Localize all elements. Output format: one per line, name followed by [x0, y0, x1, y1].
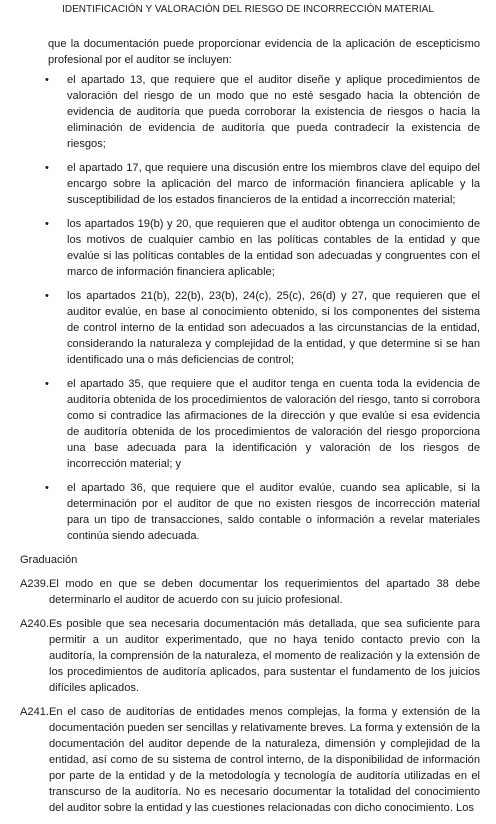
- bullet-text: el apartado 13, que requiere que el auditor diseñe y aplique procedimientos de valoración del riesgo de un modo que no esté sesgado hacia la obtención de evidencia de auditoría que pueda corroborar la existencia de riesgos o hacia la eliminación de evidencia de auditoría que pueda contradecir la existencia de riesgos;: [67, 74, 480, 150]
- numbered-paragraph-a241: [20, 704, 480, 816]
- paragraph-text: En el caso de auditorías de entidades menos complejas, la forma y extensión de la documentación pueden ser sencillas y relativamente breves. La forma y extensión de la documentación del auditor depende de la naturaleza, dimensión y complejidad de la entidad, así como de su sistema de control interno, de la disponibilidad de información por parte de la entidad y de la metodología y tecnología de auditoría utilizadas en el transcurso de la auditoría. No es necesario documentar la totalidad del conocimiento del auditor sobre la entidad y las cuestiones relacionadas con dicho conocimiento. Los: [49, 706, 480, 814]
- list-item: [45, 72, 480, 152]
- bullet-text: el apartado 35, que requiere que el auditor tenga en cuenta toda la evidencia de auditoría obtenida de los procedimientos de valoración del riesgo, tanto si corrobora como si contradice las afirmaciones de la dirección y que evalúe si esa evidencia de auditoría obtenida de los procedimientos de valoración del riesgo proporciona una base adecuada para la identificación y valoración de los riesgos de incorrección material; y: [67, 378, 480, 470]
- list-item: [45, 480, 480, 544]
- list-item: [45, 288, 480, 368]
- bullet-icon: •: [45, 218, 49, 230]
- list-item: [45, 160, 480, 208]
- paragraph-text: El modo en que se deben documentar los requerimientos del apartado 38 debe determinarlo el auditor de acuerdo con su juicio profesional.: [49, 578, 480, 606]
- bullet-text: los apartados 19(b) y 20, que requieren que el auditor obtenga un conocimiento de los motivos de cualquier cambio en las políticas contables de la entidad y que evalúe si las políticas contables de la entidad son adecuadas y congruentes con el marco de información financiera aplicable;: [67, 218, 480, 278]
- bullet-icon: •: [45, 290, 49, 302]
- bullet-list: [20, 72, 480, 544]
- bullet-icon: •: [45, 74, 49, 86]
- numbered-paragraph-a239: [20, 576, 480, 608]
- paragraph-number: A241.: [20, 706, 49, 718]
- bullet-icon: •: [45, 162, 49, 174]
- bullet-text: el apartado 17, que requiere una discusión entre los miembros clave del equipo del encargo sobre la aplicación del marco de información financiera aplicable y la susceptibilidad de los estados financieros de la entidad a incorrección material;: [67, 162, 480, 206]
- paragraph-number: A239.: [20, 578, 49, 590]
- bullet-icon: •: [45, 378, 49, 390]
- bullet-icon: •: [45, 482, 49, 494]
- section-heading: Graduación: [20, 554, 78, 566]
- numbered-paragraph-a240: [20, 616, 480, 696]
- document-body: [20, 36, 480, 824]
- paragraph-number: A240.: [20, 618, 49, 630]
- intro-paragraph: que la documentación puede proporcionar evidencia de la aplicación de escepticismo profesional por el auditor se incluyen:: [48, 38, 480, 66]
- bullet-text: el apartado 36, que requiere que el auditor evalúe, cuando sea aplicable, si la determinación por el auditor de que no existen riesgos de incorrección material para un tipo de transacciones, saldo contable o información a revelar materiales continúa siendo adecuada.: [67, 482, 480, 542]
- running-header: IDENTIFICACIÓN Y VALORACIÓN DEL RIESGO DE INCORRECCIÓN MATERIAL: [62, 4, 434, 15]
- paragraph-text: Es posible que sea necesaria documentación más detallada, que sea suficiente para permitir a un auditor experimentado, que no haya tenido contacto previo con la auditoría, la comprensión de la naturaleza, el momento de realización y la extensión de los procedimientos de auditoría aplicados, para sustentar el fundamento de los juicios difíciles aplicados.: [49, 618, 480, 694]
- bullet-text: los apartados 21(b), 22(b), 23(b), 24(c), 25(c), 26(d) y 27, que requieren que el auditor evalúe, en base al conocimiento obtenido, si los componentes del sistema de control interno de la entidad son adecuados a las circunstancias de la entidad, considerando la naturaleza y complejidad de la entidad, y que determine si se han identificado una o más deficiencias de control;: [67, 290, 480, 366]
- list-item: [45, 376, 480, 472]
- list-item: [45, 216, 480, 280]
